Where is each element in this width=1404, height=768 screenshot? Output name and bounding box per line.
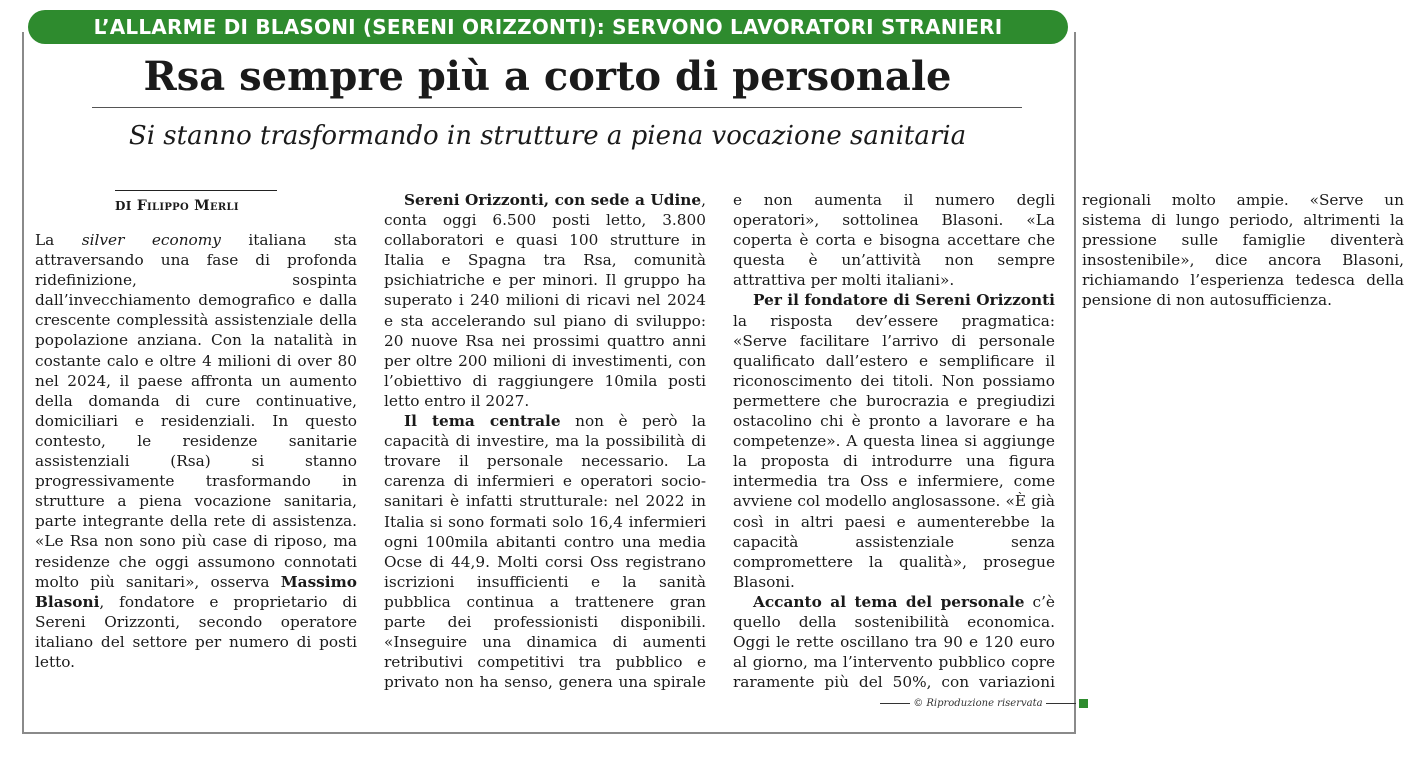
p1-italic: silver economy: [81, 231, 221, 249]
p1-bold-name: Massimo Blasoni: [35, 572, 357, 611]
footer-text: © Riproduzione riservata: [913, 698, 1043, 709]
footer-line: [880, 703, 910, 704]
p3-text: non è però la capacità di investire, ma la possibilità di trovare il personale necessario. La carenza di infermieri e operatori socio-sanitari è infatti strutturale: nel 2022 in Italia si sono formati solo 16,4 infermieri ogni 100mila abitanti contro una media Ocse di 44,9. Molti corsi Oss registrano iscrizioni insufficienti e la sanità pubblica continua a trattenere gran parte dei professionisti disponibili. «Inseguire una dinamica di aumenti retributivi competitivi tra pubblico e privato non ha senso, genera una spirale e non aumenta il numero degli operatori», sottolinea Blasoni. «La coperta è corta e bisogna accettare che questa è un’attività non sempre attrattiva per molti italiani».: [384, 191, 1055, 692]
p2-bold-lead: Sereni Orizzonti, con sede a Udine: [404, 191, 702, 209]
p5-bold-lead: Accanto al tema del personale: [753, 592, 1025, 611]
headline-divider: [92, 107, 1022, 108]
footer-square-icon: [1079, 699, 1088, 708]
byline-prefix: DI: [115, 199, 132, 213]
byline-spacer: [35, 190, 357, 230]
p1-text-a: La: [35, 231, 82, 249]
paragraph-2: [384, 190, 706, 411]
p5-text: c’è quello della sostenibilità economica. Oggi le rette oscillano tra 90 e 120 euro al giorno, ma l’intervento pubblico copre raramente più del 50%, con variazioni regionali molto ampie. «Serve un sistema di lungo periodo, altrimenti la pressione sulle famiglie diventerà insostenibile», dice ancora Blasoni, richiamando l’esperienza tedesca della pensione di non autosufficienza.: [733, 191, 1404, 692]
p1-text-b: italiana sta attraversando una fase di profonda ridefinizione, sospinta dall’invecchiamento demografico e dalla crescente complessità assistenziale della popolazione anziana. Con la natalità in costante calo e oltre 4 milioni di over 80 nel 2024, il paese affronta un aumento della domanda di cure continuative, domiciliari e residenziali. In questo contesto, le residenze sanitarie assistenziali (Rsa) si stanno progressivamente trasformando in strutture a piena vocazione sanitaria, parte integrante della rete di assistenza. «Le Rsa non sono più case di riposo, ma residenze che oggi assumono connotati molto più sanitari», osserva: [35, 231, 357, 591]
p1-text-c: , fondatore e proprietario di Sereni Orizzonti, secondo operatore italiano del settore per numero di posti letto.: [35, 592, 357, 671]
p4-text: la risposta dev’essere pragmatica: «Serve facilitare l’arrivo di personale qualificato dall’estero e semplificare il riconoscimento dei titoli. Non possiamo permettere che burocrazia e pregiudizi ostacolino chi è pronto a lavorare e ha competenze». A questa linea si aggiunge la proposta di introdurre una figura intermedia tra Oss e infermiere, come avviene col modello anglosassone. «È già così in altri paesi e aumenterebbe la capacità assistenziale senza compromettere la qualità», prosegue Blasoni.: [733, 311, 1055, 591]
headline: Rsa sempre più a corto di personale: [143, 53, 952, 100]
subheadline: Si stanno trasformando in strutture a piena vocazione sanitaria: [128, 121, 967, 151]
byline-author: Filippo Merli: [136, 198, 239, 214]
p2-text: , conta oggi 6.500 posti letto, 3.800 collaboratori e quasi 100 strutture in Italia e Spagna tra Rsa, comunità psichiatriche e per minori. Il gruppo ha superato i 240 milioni di ricavi nel 2024 e sta accelerando sul piano di sviluppo: 20 nuove Rsa nei prossimi quattro anni per oltre 200 milioni di investimenti, con l’obiettivo di raggiungere 10mila posti letto entro il 2027.: [384, 191, 706, 410]
copyright-footer: [880, 698, 1088, 709]
footer-line-right: [1046, 703, 1076, 704]
article-body: [35, 190, 1404, 700]
paragraph-4: [733, 290, 1055, 591]
p3-bold-lead: Il tema centrale: [404, 412, 561, 431]
kicker-banner: L’ALLARME DI BLASONI (SERENI ORIZZONTI): SERVONO LAVORATORI STRANIERI: [28, 10, 1068, 44]
p4-bold-lead: Per il fondatore di Sereni Orizzonti: [753, 291, 1055, 310]
paragraph-1: [35, 230, 357, 672]
